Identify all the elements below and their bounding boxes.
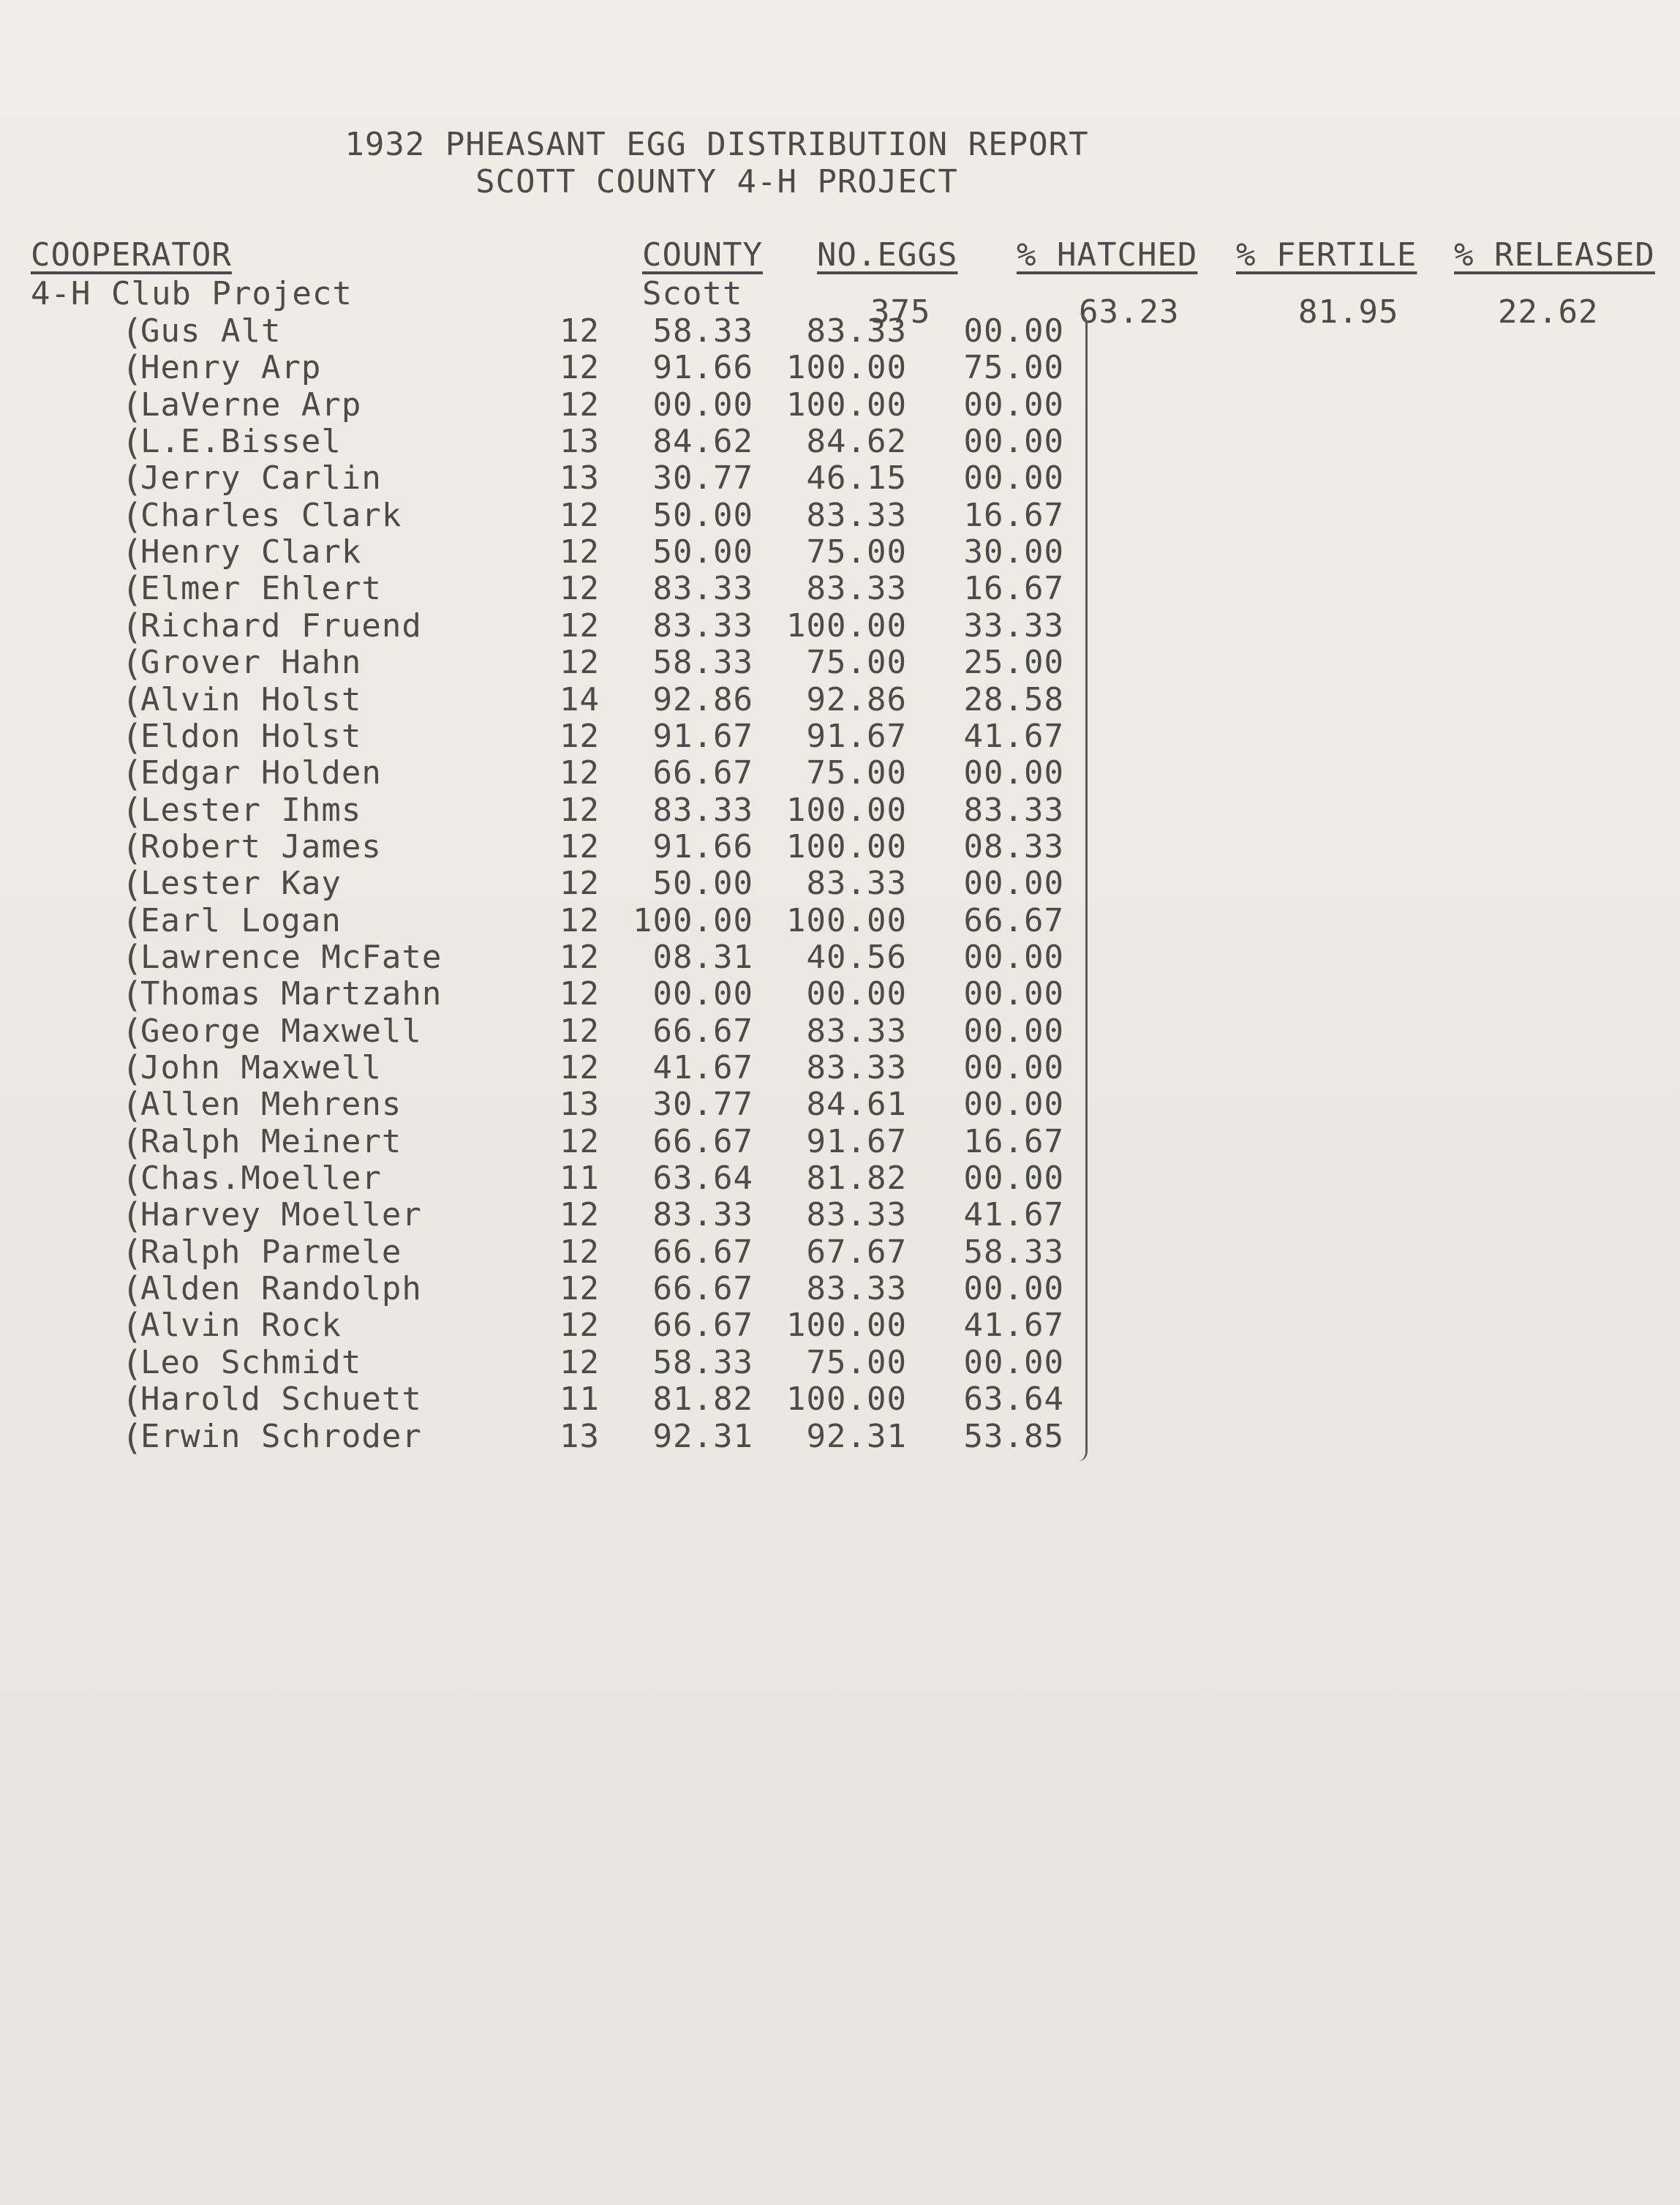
member-hatched: 00.00 (652, 975, 753, 1013)
member-fertile: 92.86 (806, 681, 907, 718)
row-open-paren: ( (121, 1159, 143, 1200)
member-released: 00.00 (963, 459, 1064, 497)
member-hatched: 84.62 (652, 423, 753, 460)
row-open-paren: ( (121, 1085, 143, 1126)
member-eggs: 12 (560, 1049, 600, 1086)
member-eggs: 12 (560, 644, 600, 681)
member-released: 75.00 (963, 349, 1064, 386)
member-fertile: 92.31 (806, 1418, 907, 1455)
member-released: 00.00 (963, 1049, 1064, 1086)
member-eggs: 12 (560, 312, 600, 350)
member-fertile: 100.00 (786, 607, 907, 645)
member-hatched: 50.00 (652, 497, 753, 534)
project-county: Scott (642, 275, 743, 312)
member-name: Grover Hahn (140, 644, 362, 681)
row-open-paren: ( (121, 717, 143, 758)
member-fertile: 100.00 (786, 828, 907, 865)
member-fertile: 75.00 (806, 754, 907, 792)
row-open-paren: ( (121, 901, 143, 942)
member-hatched: 50.00 (652, 533, 753, 571)
report-title: 1932 PHEASANT EGG DISTRIBUTION REPORT (344, 126, 1089, 163)
member-hatched: 66.67 (652, 1013, 753, 1050)
member-fertile: 75.00 (806, 1344, 907, 1381)
member-released: 00.00 (963, 1086, 1064, 1123)
member-name: Gus Alt (140, 312, 282, 350)
member-released: 83.33 (963, 792, 1064, 829)
member-fertile: 83.33 (806, 570, 907, 607)
member-eggs: 12 (560, 902, 600, 939)
row-open-paren: ( (121, 1233, 143, 1274)
row-open-paren: ( (121, 1417, 143, 1458)
member-name: Alvin Rock (140, 1307, 342, 1344)
member-name: Richard Fruend (140, 607, 422, 645)
header-pct-released: % RELEASED (1454, 236, 1655, 274)
member-released: 16.67 (963, 497, 1064, 534)
row-open-paren: ( (121, 533, 143, 574)
report-subtitle: SCOTT COUNTY 4-H PROJECT (475, 163, 958, 200)
member-hatched: 58.33 (652, 1344, 753, 1381)
member-eggs: 12 (560, 1123, 600, 1160)
member-eggs: 13 (560, 459, 600, 497)
member-fertile: 91.67 (806, 718, 907, 755)
member-eggs: 11 (560, 1381, 600, 1418)
member-name: Lester Kay (140, 865, 342, 902)
member-released: 00.00 (963, 865, 1064, 902)
member-released: 00.00 (963, 754, 1064, 792)
row-open-paren: ( (121, 1306, 143, 1347)
member-released: 08.33 (963, 828, 1064, 865)
project-pct-hatched: 63.23 (1079, 293, 1180, 331)
member-fertile: 83.33 (806, 1049, 907, 1086)
member-released: 30.00 (963, 533, 1064, 571)
member-name: George Maxwell (140, 1013, 422, 1050)
member-eggs: 12 (560, 1307, 600, 1344)
member-fertile: 81.82 (806, 1160, 907, 1197)
member-fertile: 67.67 (806, 1233, 907, 1271)
header-pct-fertile: % FERTILE (1236, 236, 1417, 274)
member-eggs: 12 (560, 865, 600, 902)
member-released: 41.67 (963, 1307, 1064, 1344)
member-eggs: 13 (560, 423, 600, 460)
member-fertile: 100.00 (786, 386, 907, 424)
member-eggs: 14 (560, 681, 600, 718)
member-name: Ralph Meinert (140, 1123, 402, 1160)
project-cooperator: 4-H Club Project (31, 275, 353, 312)
member-eggs: 12 (560, 1013, 600, 1050)
member-name: Harold Schuett (140, 1381, 422, 1418)
member-hatched: 83.33 (652, 792, 753, 829)
row-open-paren: ( (121, 1195, 143, 1236)
member-eggs: 12 (560, 349, 600, 386)
member-fertile: 100.00 (786, 902, 907, 939)
member-name: Lawrence McFate (140, 939, 442, 976)
member-hatched: 66.67 (652, 1123, 753, 1160)
member-hatched: 83.33 (652, 1196, 753, 1233)
row-open-paren: ( (121, 643, 143, 684)
member-fertile: 75.00 (806, 533, 907, 571)
member-released: 41.67 (963, 1196, 1064, 1233)
member-eggs: 12 (560, 1270, 600, 1307)
member-eggs: 12 (560, 754, 600, 792)
row-open-paren: ( (121, 1012, 143, 1053)
member-released: 53.85 (963, 1418, 1064, 1455)
row-open-paren: ( (121, 386, 143, 427)
member-name: Earl Logan (140, 902, 342, 939)
member-hatched: 91.66 (652, 349, 753, 386)
row-open-paren: ( (121, 569, 143, 610)
member-hatched: 41.67 (652, 1049, 753, 1086)
member-name: Chas.Moeller (140, 1160, 382, 1197)
member-name: Lester Ihms (140, 792, 362, 829)
row-open-paren: ( (121, 827, 143, 868)
member-name: Erwin Schroder (140, 1418, 422, 1455)
member-released: 33.33 (963, 607, 1064, 645)
member-eggs: 12 (560, 497, 600, 534)
member-name: Eldon Holst (140, 718, 362, 755)
row-open-paren: ( (121, 496, 143, 537)
member-eggs: 12 (560, 939, 600, 976)
member-hatched: 66.67 (652, 1307, 753, 1344)
member-eggs: 13 (560, 1418, 600, 1455)
member-hatched: 50.00 (652, 865, 753, 902)
row-open-paren: ( (121, 1269, 143, 1310)
project-pct-fertile: 81.95 (1298, 293, 1399, 331)
member-fertile: 83.33 (806, 1270, 907, 1307)
member-released: 00.00 (963, 939, 1064, 976)
row-open-paren: ( (121, 1048, 143, 1089)
member-name: LaVerne Arp (140, 386, 362, 424)
header-pct-hatched: % HATCHED (1017, 236, 1198, 274)
header-cooperator: COOPERATOR (31, 236, 232, 274)
member-hatched: 63.64 (652, 1160, 753, 1197)
row-open-paren: ( (121, 680, 143, 721)
member-eggs: 12 (560, 718, 600, 755)
member-name: Ralph Parmele (140, 1233, 402, 1271)
member-released: 00.00 (963, 975, 1064, 1013)
row-open-paren: ( (121, 348, 143, 389)
member-released: 00.00 (963, 1270, 1064, 1307)
member-released: 41.67 (963, 718, 1064, 755)
row-open-paren: ( (121, 791, 143, 832)
member-eggs: 12 (560, 570, 600, 607)
member-hatched: 100.00 (633, 902, 753, 939)
member-eggs: 12 (560, 792, 600, 829)
member-hatched: 58.33 (652, 312, 753, 350)
member-fertile: 84.62 (806, 423, 907, 460)
member-hatched: 66.67 (652, 754, 753, 792)
member-eggs: 12 (560, 1196, 600, 1233)
member-hatched: 92.86 (652, 681, 753, 718)
member-eggs: 13 (560, 1086, 600, 1123)
member-eggs: 12 (560, 975, 600, 1013)
member-name: Elmer Ehlert (140, 570, 382, 607)
member-released: 00.00 (963, 312, 1064, 350)
header-no-eggs: NO.EGGS (817, 236, 958, 274)
row-open-paren: ( (121, 754, 143, 795)
member-released: 28.58 (963, 681, 1064, 718)
row-open-paren: ( (121, 938, 143, 979)
member-released: 00.00 (963, 1013, 1064, 1050)
member-name: Allen Mehrens (140, 1086, 402, 1123)
header-county: COUNTY (642, 236, 763, 274)
member-released: 16.67 (963, 1123, 1064, 1160)
member-fertile: 100.00 (786, 1307, 907, 1344)
member-hatched: 91.66 (652, 828, 753, 865)
member-fertile: 83.33 (806, 497, 907, 534)
member-name: Thomas Martzahn (140, 975, 442, 1013)
member-fertile: 40.56 (806, 939, 907, 976)
member-hatched: 08.31 (652, 939, 753, 976)
member-name: Robert James (140, 828, 382, 865)
row-open-paren: ( (121, 864, 143, 905)
member-name: Charles Clark (140, 497, 402, 534)
member-released: 58.33 (963, 1233, 1064, 1271)
member-hatched: 66.67 (652, 1270, 753, 1307)
member-hatched: 83.33 (652, 607, 753, 645)
row-open-paren: ( (121, 459, 143, 500)
member-fertile: 84.61 (806, 1086, 907, 1123)
member-name: Leo Schmidt (140, 1344, 362, 1381)
member-fertile: 75.00 (806, 644, 907, 681)
member-fertile: 100.00 (786, 1381, 907, 1418)
member-name: John Maxwell (140, 1049, 382, 1086)
row-open-paren: ( (121, 974, 143, 1015)
row-open-paren: ( (121, 1343, 143, 1384)
member-name: Henry Arp (140, 349, 322, 386)
row-open-paren: ( (121, 1122, 143, 1163)
member-name: Edgar Holden (140, 754, 382, 792)
member-name: Jerry Carlin (140, 459, 382, 497)
member-name: Alden Randolph (140, 1270, 422, 1307)
member-name: L.E.Bissel (140, 423, 342, 460)
member-released: 00.00 (963, 1160, 1064, 1197)
row-open-paren: ( (121, 422, 143, 463)
member-released: 66.67 (963, 902, 1064, 939)
member-hatched: 30.77 (652, 1086, 753, 1123)
member-hatched: 92.31 (652, 1418, 753, 1455)
member-hatched: 30.77 (652, 459, 753, 497)
member-eggs: 11 (560, 1160, 600, 1197)
member-fertile: 83.33 (806, 312, 907, 350)
member-fertile: 100.00 (786, 792, 907, 829)
member-fertile: 83.33 (806, 1013, 907, 1050)
member-name: Harvey Moeller (140, 1196, 422, 1233)
member-released: 00.00 (963, 386, 1064, 424)
member-released: 25.00 (963, 644, 1064, 681)
member-fertile: 46.15 (806, 459, 907, 497)
project-pct-released: 22.62 (1498, 293, 1599, 331)
member-hatched: 91.67 (652, 718, 753, 755)
row-open-paren: ( (121, 606, 143, 647)
project-no-eggs: 375 (870, 293, 931, 331)
member-hatched: 00.00 (652, 386, 753, 424)
member-released: 16.67 (963, 570, 1064, 607)
member-name: Alvin Holst (140, 681, 362, 718)
member-fertile: 100.00 (786, 349, 907, 386)
member-eggs: 12 (560, 533, 600, 571)
member-fertile: 83.33 (806, 865, 907, 902)
member-fertile: 91.67 (806, 1123, 907, 1160)
member-fertile: 83.33 (806, 1196, 907, 1233)
member-eggs: 12 (560, 828, 600, 865)
member-name: Henry Clark (140, 533, 362, 571)
member-hatched: 66.67 (652, 1233, 753, 1271)
member-fertile: 00.00 (806, 975, 907, 1013)
member-hatched: 83.33 (652, 570, 753, 607)
member-hatched: 58.33 (652, 644, 753, 681)
member-eggs: 12 (560, 1233, 600, 1271)
member-hatched: 81.82 (652, 1381, 753, 1418)
member-released: 63.64 (963, 1381, 1064, 1418)
group-bracket (1077, 313, 1088, 1462)
member-eggs: 12 (560, 1344, 600, 1381)
member-released: 00.00 (963, 1344, 1064, 1381)
member-eggs: 12 (560, 607, 600, 645)
row-open-paren: ( (121, 312, 143, 353)
member-eggs: 12 (560, 386, 600, 424)
row-open-paren: ( (121, 1380, 143, 1421)
member-released: 00.00 (963, 423, 1064, 460)
